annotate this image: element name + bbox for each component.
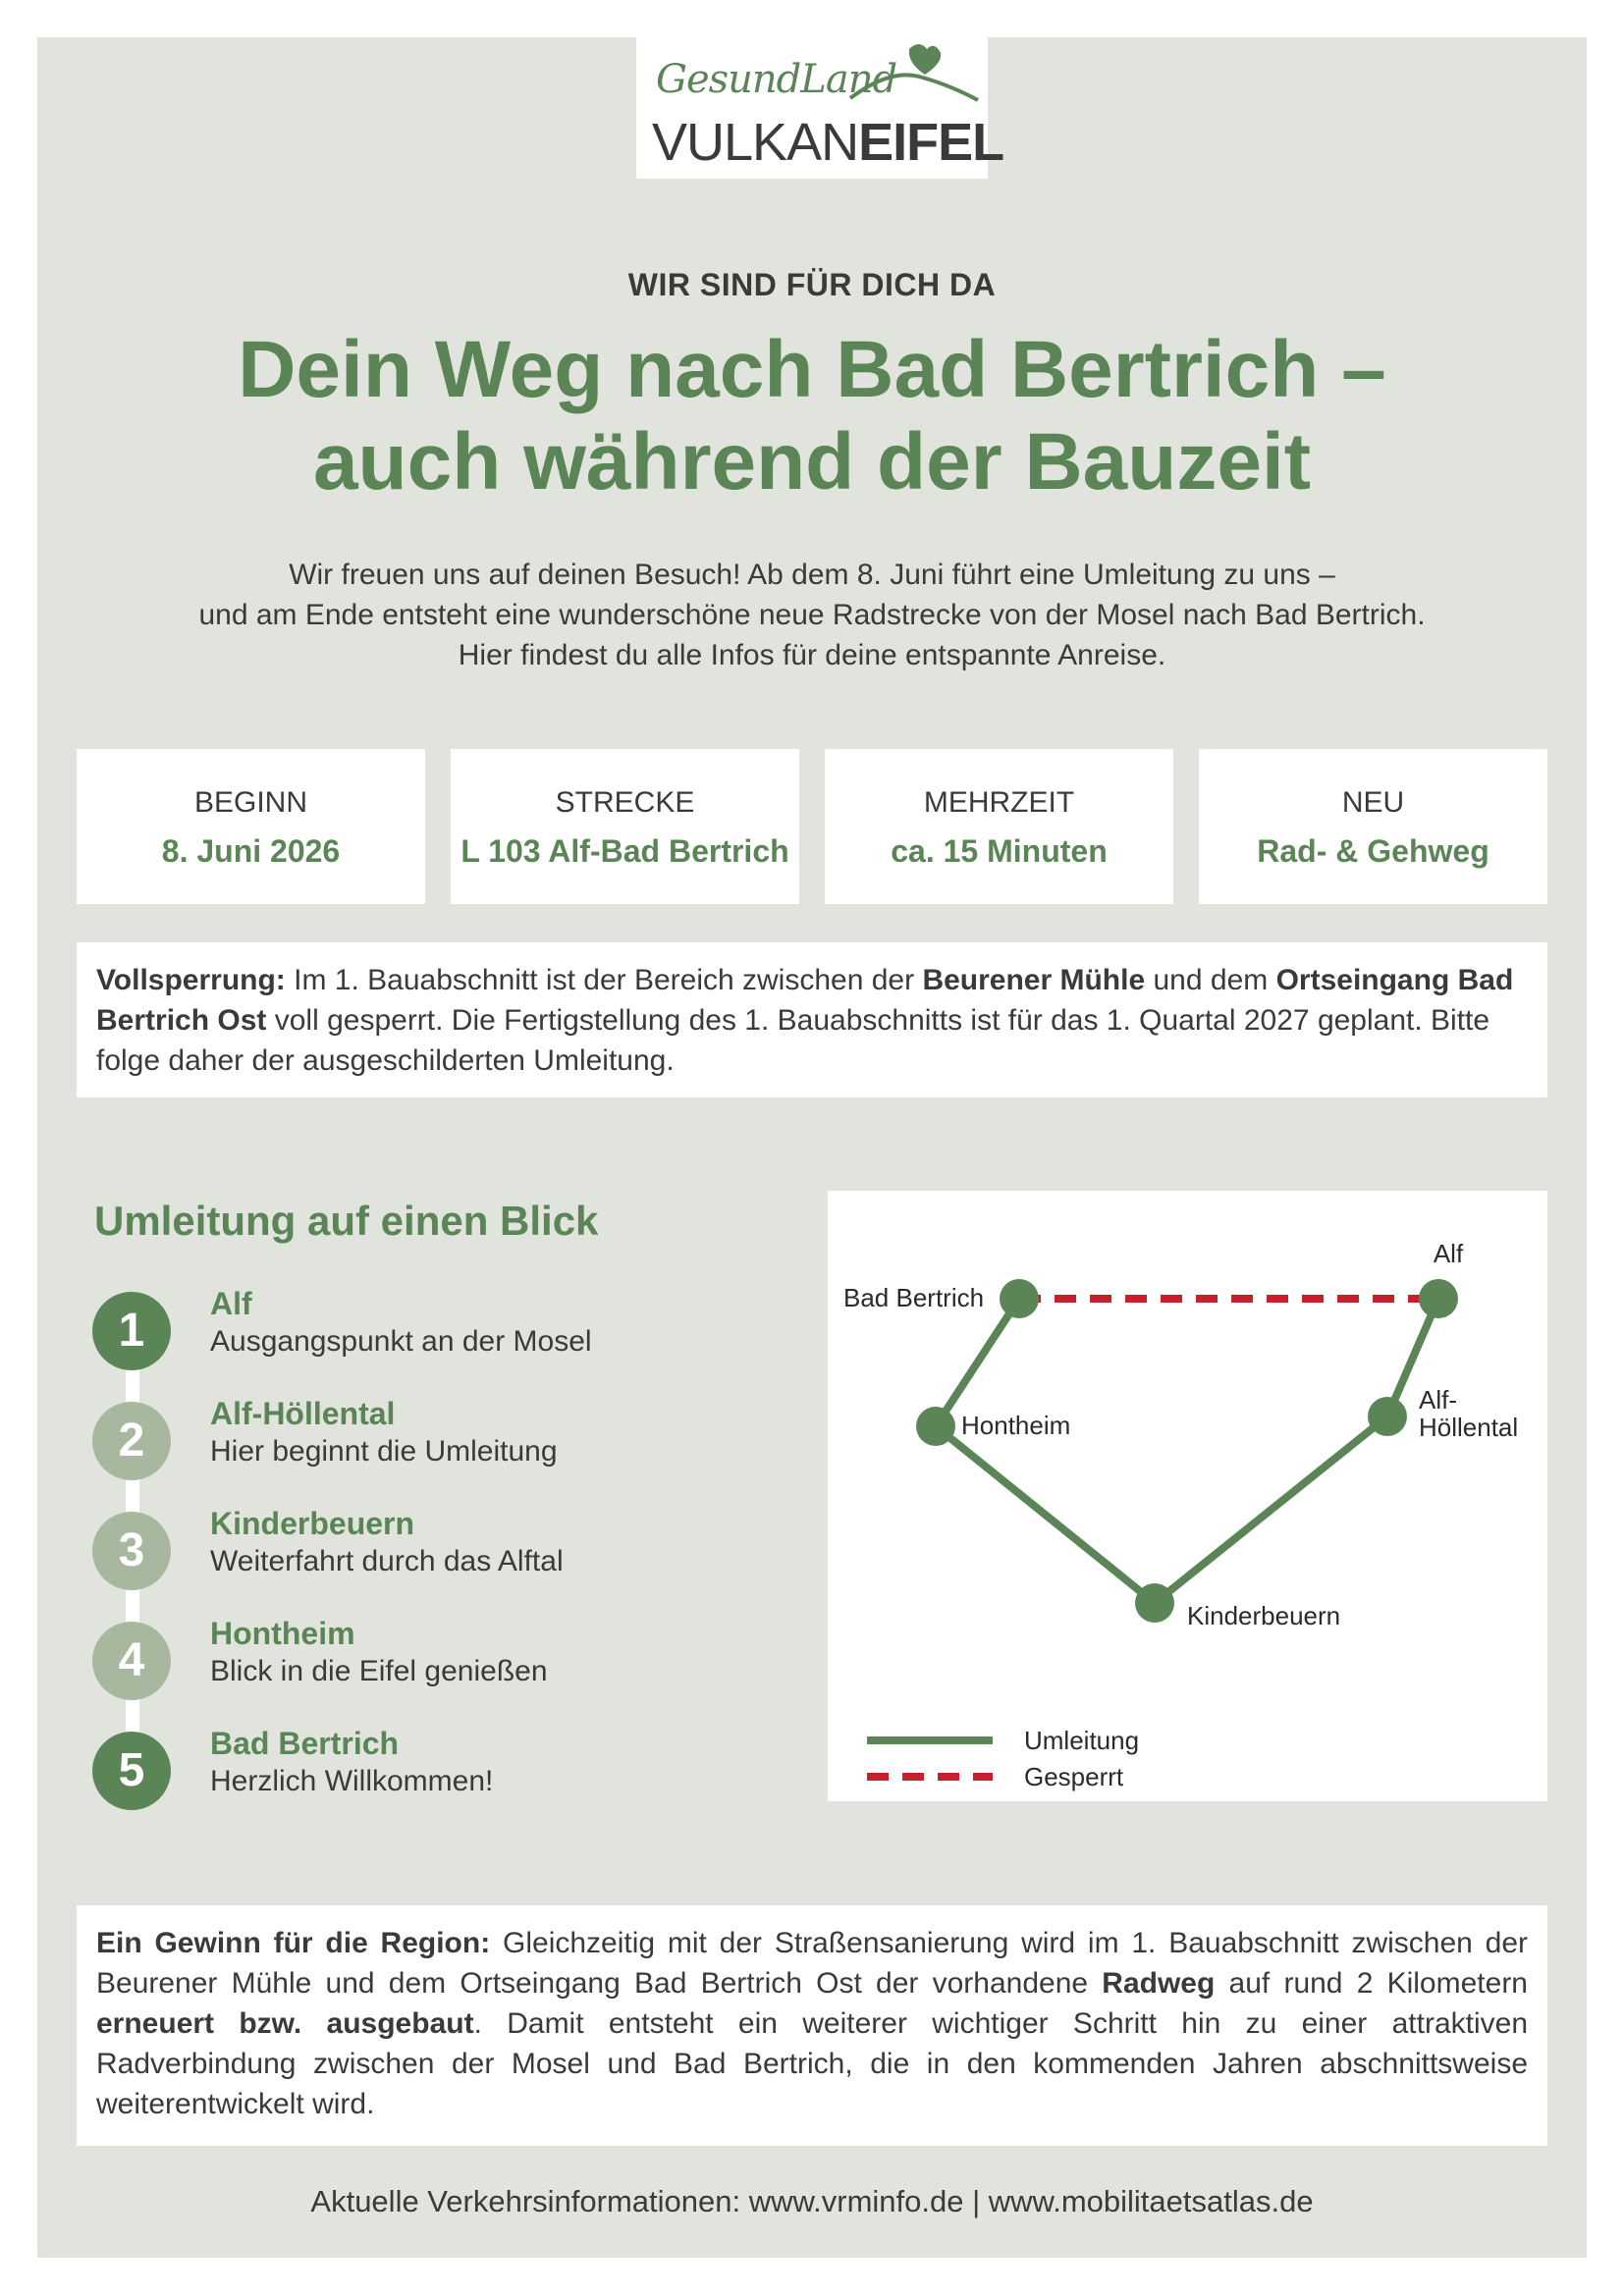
gain-text: Gleichzeitig mit der Straßensanierung wird im 1. Bauabschnitt zwischen der Beurener Mühle und dem Ortseingang Bad Bertrich Ost der vorhandene [96, 1927, 1528, 2000]
intro-line-2: und am Ende entsteht eine wunderschöne neue Radstrecke von der Mosel nach Bad Bertrich. [198, 599, 1426, 631]
closure-text: Im 1. Bauabschnitt ist der Bereich zwischen der [285, 964, 923, 996]
step-title: Hontheim [210, 1616, 355, 1651]
fact-label: BEGINN [193, 786, 308, 819]
detour-map-diagram [828, 1191, 1547, 1801]
step-number-badge: 2 [92, 1402, 171, 1480]
step-description: Weiterfahrt durch das Alftal [210, 1545, 564, 1577]
step-description: Blick in die Eifel genießen [210, 1655, 548, 1687]
fact-label: NEU [1341, 786, 1405, 819]
legend-detour-label: Umleitung [1024, 1726, 1140, 1755]
fact-card-start [77, 749, 425, 904]
legend-closed-label: Gesperrt [1024, 1762, 1124, 1791]
fact-value: Rad- & Gehweg [1257, 833, 1489, 869]
detour-segment [936, 1426, 1155, 1603]
detour-step [92, 1506, 780, 1600]
map-label-alf-hoellental-2: Höllental [1419, 1413, 1519, 1442]
headline [0, 324, 1624, 508]
gain-bold: Radweg [1102, 1967, 1216, 2000]
detour-step [92, 1396, 780, 1490]
mountain-heart-icon [840, 39, 988, 108]
step-description: Herzlich Willkommen! [210, 1765, 494, 1797]
step-description: Ausgangspunkt an der Mosel [210, 1325, 592, 1358]
fact-value: ca. 15 Minuten [891, 833, 1108, 869]
map-label-alf-hoellental-1: Alf- [1419, 1385, 1457, 1415]
map-node-alf [1419, 1279, 1458, 1318]
step-title: Kinderbeuern [210, 1506, 415, 1541]
map-label-hontheim: Hontheim [961, 1411, 1071, 1440]
map-node-alf-hoellental [1368, 1397, 1407, 1436]
fact-value: 8. Juni 2026 [161, 833, 341, 869]
fact-card-extra-time [825, 749, 1173, 904]
map-node-hontheim [916, 1407, 955, 1446]
footer-traffic-links: Aktuelle Verkehrsinformationen: www.vrminfo.de | www.mobilitaetsatlas.de [310, 2184, 1314, 2218]
closure-notice [77, 942, 1547, 1097]
logo-script-text: GesundLand [656, 57, 897, 102]
fact-label: STRECKE [555, 786, 695, 819]
detour-step [92, 1616, 780, 1710]
closure-bold: Ortseingang Bad Bertrich Ost [96, 964, 1514, 1037]
map-label-alf: Alf [1433, 1239, 1464, 1268]
fact-value: L 103 Alf-Bad Bertrich [460, 833, 789, 869]
closure-text: voll gesperrt. Die Fertigstellung des 1. Bauabschnitts ist für das 1. Quartal 2027 geplant. Bitte folge daher der ausgeschilderten Umleitung. [96, 1004, 1490, 1077]
closure-lead: Vollsperrung: [96, 964, 286, 996]
step-description: Hier beginnt die Umleitung [210, 1435, 558, 1468]
headline-line-2: auch während der Bauzeit [312, 417, 1312, 507]
region-gain-notice [77, 1905, 1547, 2146]
intro-line-3: Hier findest du alle Infos für deine entspannte Anreise. [458, 639, 1166, 671]
map-label-bad-bertrich: Bad Bertrich [843, 1283, 985, 1312]
step-title: Bad Bertrich [210, 1726, 400, 1761]
detour-map [828, 1191, 1547, 1801]
kicker: WIR SIND FÜR DICH DA [627, 267, 997, 302]
logo [636, 37, 1004, 179]
detour-step [92, 1286, 780, 1380]
closure-bold: Beurener Mühle [922, 964, 1146, 996]
detour-segment [1155, 1416, 1387, 1603]
gain-text: auf rund 2 Kilometern [1215, 1967, 1528, 2000]
detour-title: Umleitung auf einen Blick [94, 1198, 599, 1244]
fact-card-route [451, 749, 799, 904]
step-number-badge: 1 [92, 1292, 171, 1370]
step-title: Alf-Höllental [210, 1396, 396, 1431]
closure-text: und dem [1145, 964, 1276, 996]
gain-bold: erneuert bzw. ausgebaut [96, 2007, 474, 2040]
fact-cards [77, 749, 1547, 904]
step-number-badge: 5 [92, 1732, 171, 1810]
detour-step [92, 1726, 780, 1820]
gain-text: . Damit entsteht ein weiterer wichtiger Schritt hin zu einer attraktiven Radverbindung zwischen der Mosel und Bad Bertrich, die in den kommenden Jahren abschnittsweise weiterentwickelt wird. [96, 2007, 1528, 2120]
step-number-badge: 4 [92, 1622, 171, 1700]
fact-label: MEHRZEIT [923, 786, 1075, 819]
fact-card-new [1199, 749, 1547, 904]
map-node-kinderbeuern [1135, 1583, 1174, 1623]
gain-lead: Ein Gewinn für die Region: [96, 1927, 491, 1959]
intro-line-1: Wir freuen uns auf deinen Besuch! Ab dem 8. Juni führt eine Umleitung zu uns – [289, 559, 1335, 591]
headline-line-1: Dein Weg nach Bad Bertrich – [238, 325, 1386, 414]
intro-text [0, 555, 1624, 675]
step-number-badge: 3 [92, 1512, 171, 1590]
map-node-bad-bertrich [1000, 1279, 1039, 1318]
step-title: Alf [210, 1286, 252, 1321]
map-label-kinderbeuern: Kinderbeuern [1187, 1601, 1341, 1630]
detour-segment [936, 1299, 1019, 1426]
logo-wordmark: VULKANEIFEL [652, 113, 1004, 172]
